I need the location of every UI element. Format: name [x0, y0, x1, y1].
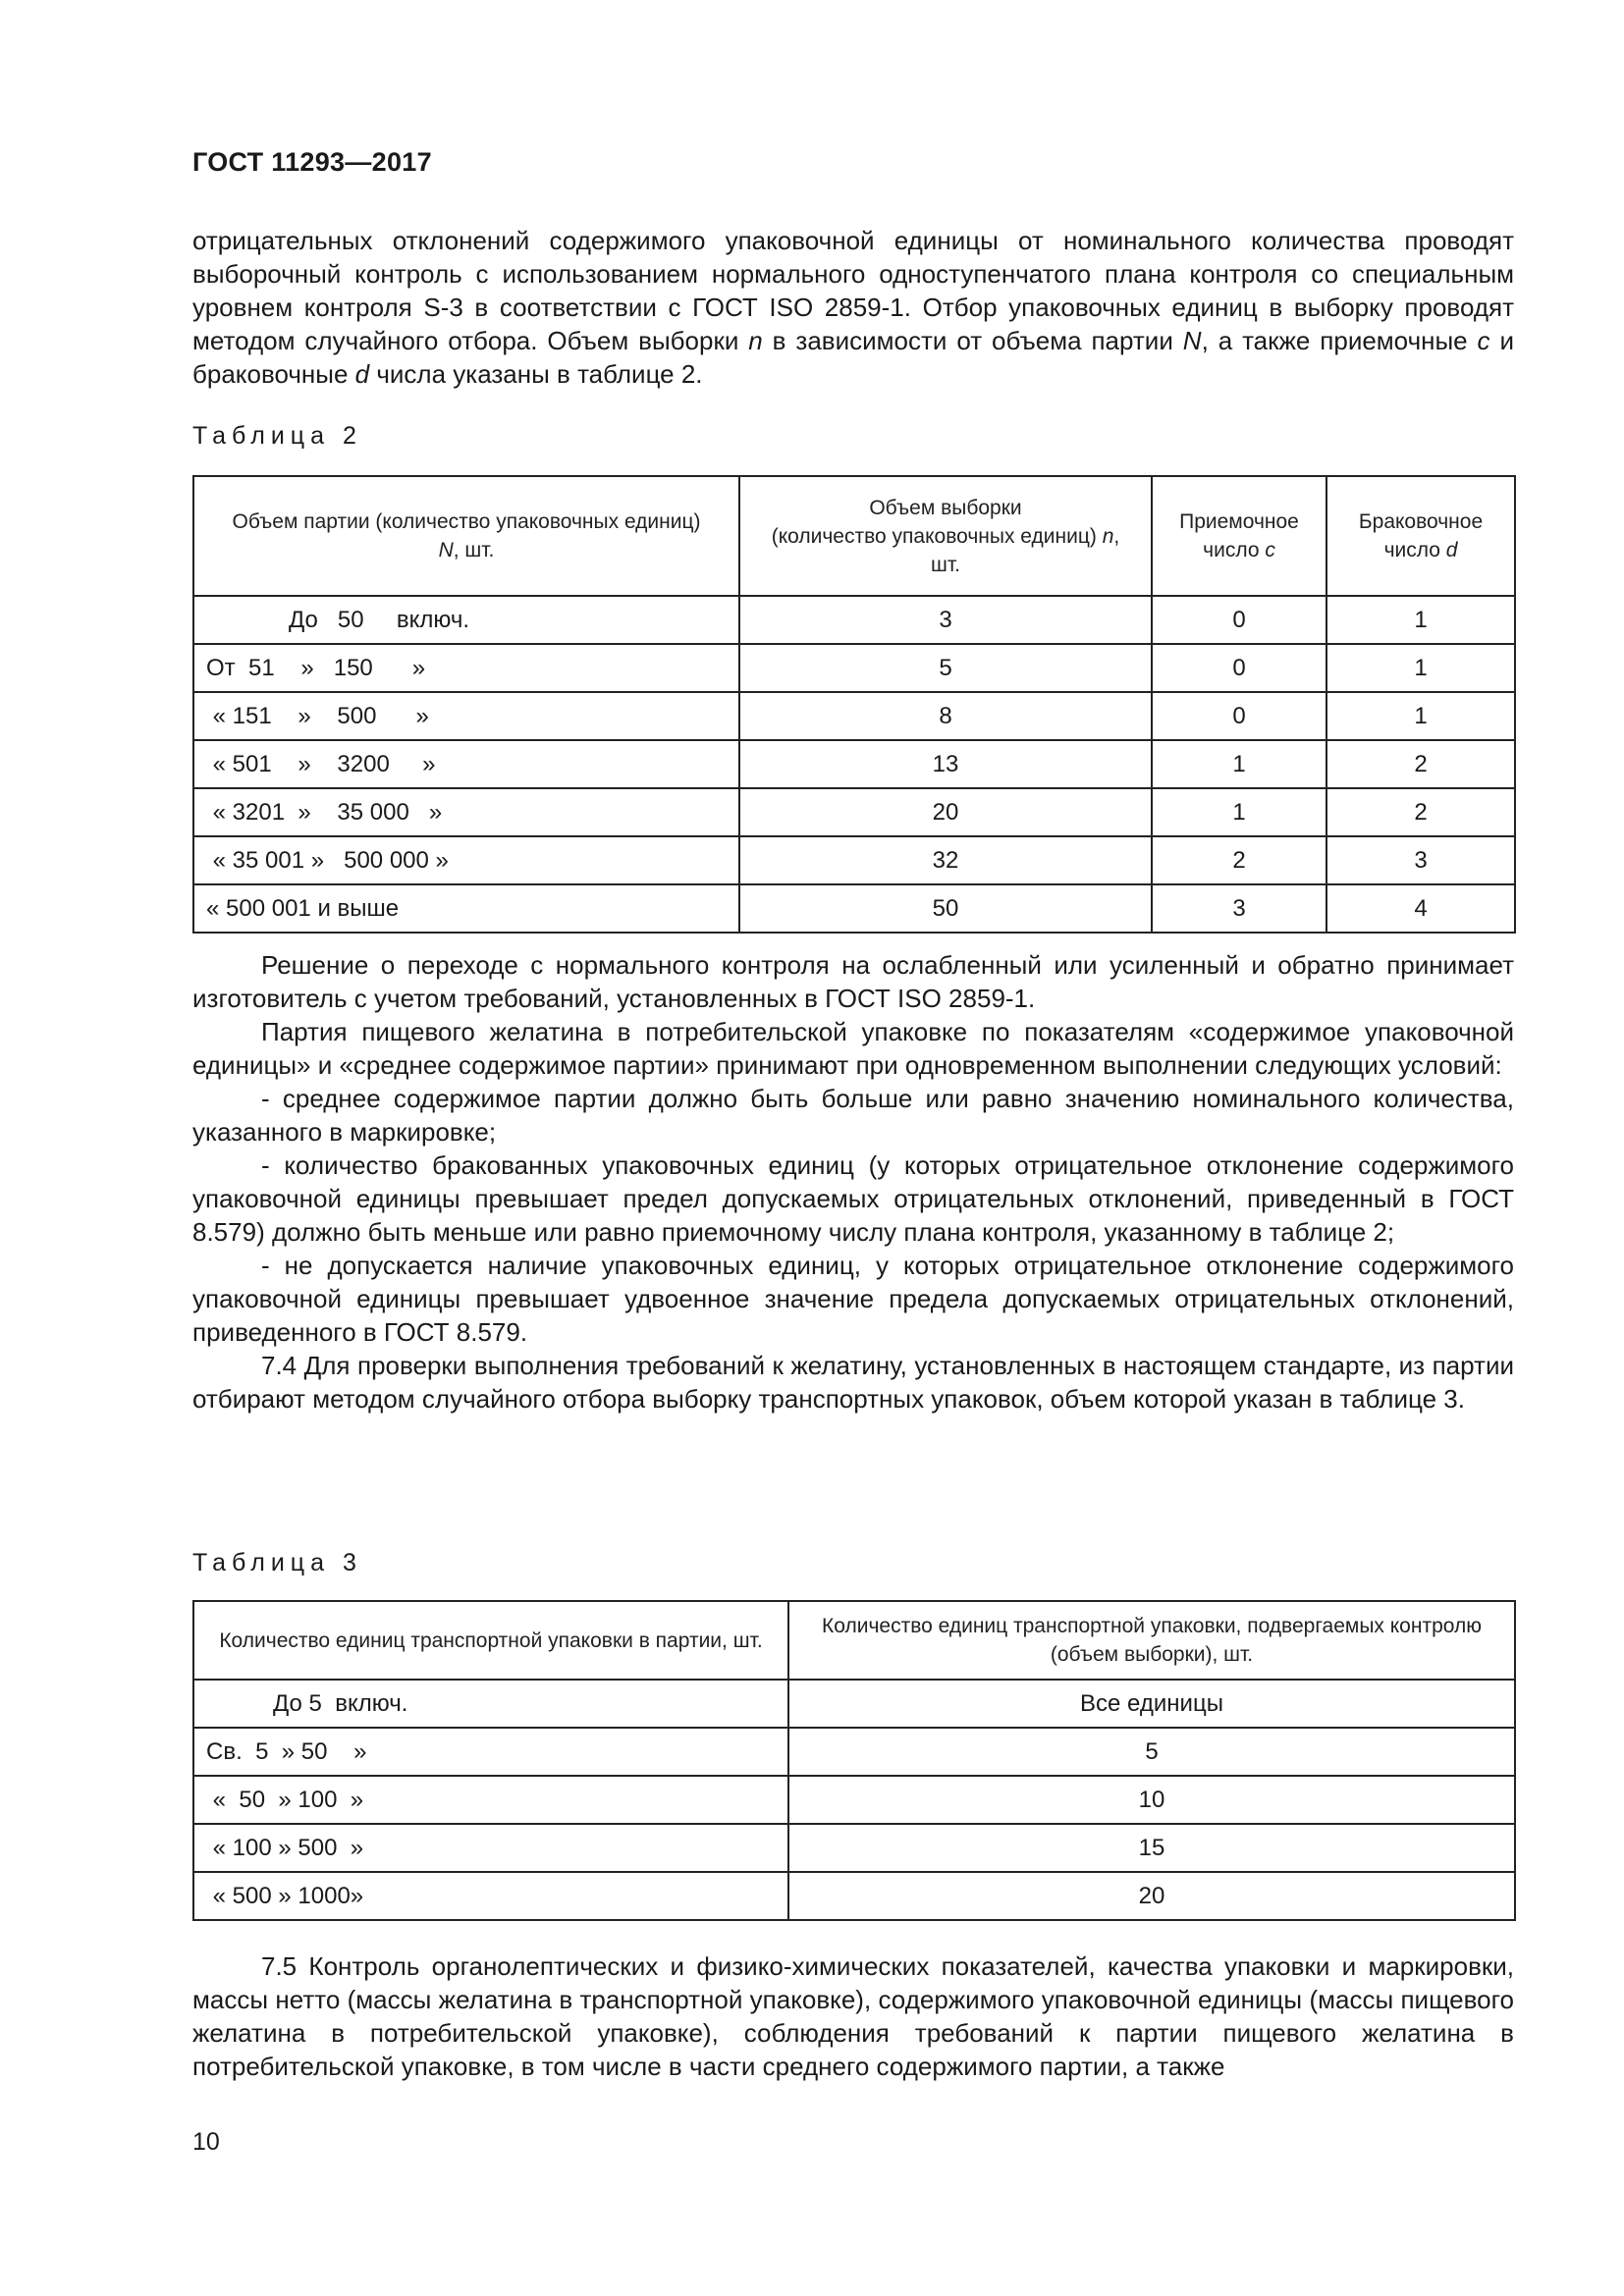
- batch-paragraph: Партия пищевого желатина в потребительской упаковке по показателям «содержимое упаковочной единицы» и «среднее содержимое партии» принимают при одновременном выполнении следующих условий:: [192, 1017, 1514, 1080]
- table-row: [193, 740, 1515, 788]
- table-row: [193, 788, 1515, 836]
- table3-header-sample: Количество единиц транспортной упаковки, подвергаемых контролю (объем выборки), шт.: [788, 1601, 1515, 1680]
- table-row: [193, 596, 1515, 644]
- condition-item-2: - количество бракованных упаковочных единиц (у которых отрицательное отклонение содержимого упаковочной единицы превышает предел допускаемых отрицательных отклонений, приведенный в ГОСТ 8.579) должно быть меньше или равно приемочному числу плана контроля, указанному в таблице 2;: [192, 1150, 1514, 1247]
- table-row: [193, 836, 1515, 884]
- table2-h4a: Браковочное: [1358, 510, 1484, 533]
- table-row: [193, 1728, 1515, 1776]
- table3-label: Таблица 3: [192, 1549, 362, 1576]
- intro-text-mid3: и браковочные: [192, 326, 1514, 389]
- table2-h1-text: Объем партии (количество упаковочных единиц): [232, 510, 701, 533]
- table3-header-row: [193, 1601, 1515, 1680]
- table2-cell-c: 1: [1152, 740, 1326, 788]
- intro-paragraph: [192, 224, 1514, 391]
- table2-cell-n: 8: [739, 692, 1152, 740]
- table2-cell-d: 3: [1326, 836, 1515, 884]
- table2-label: Таблица 2: [192, 422, 362, 450]
- table3-cell-range: До 5 включ.: [193, 1680, 788, 1728]
- table2-cell-c: 3: [1152, 884, 1326, 933]
- table2-h3-var: c: [1265, 539, 1275, 561]
- table-2: [192, 475, 1516, 934]
- table2-h2-var: n: [1102, 524, 1114, 548]
- table2-cell-c: 0: [1152, 596, 1326, 644]
- decision-paragraph: Решение о переходе с нормального контроля на ослабленный или усиленный и обратно принимает изготовитель с учетом требований, установленных в ГОСТ ISO 2859-1.: [192, 950, 1514, 1013]
- table-row: [193, 1824, 1515, 1872]
- table2-header-accept: [1152, 476, 1326, 596]
- table2-cell-d: 1: [1326, 596, 1515, 644]
- table2-h3a: Приемочное: [1179, 510, 1299, 533]
- condition-item-1: - среднее содержимое партии должно быть больше или равно значению номинального количества, указанного в маркировке;: [192, 1084, 1514, 1147]
- table2-header-row: [193, 476, 1515, 596]
- table-row: [193, 644, 1515, 692]
- table2-cell-n: 20: [739, 788, 1152, 836]
- table-row: [193, 1680, 1515, 1728]
- table2-cell-d: 4: [1326, 884, 1515, 933]
- table2-h1-unit: , шт.: [453, 539, 495, 561]
- section-7-5-container: [192, 1949, 1514, 2083]
- table2-cell-c: 1: [1152, 788, 1326, 836]
- table3-cell-sample: Все единицы: [788, 1680, 1515, 1728]
- table-row: [193, 1776, 1515, 1824]
- table2-cell-c: 2: [1152, 836, 1326, 884]
- table2-cell-d: 1: [1326, 644, 1515, 692]
- table2-cell-range: До 50 включ.: [193, 596, 739, 644]
- body-paragraphs: [192, 948, 1514, 1415]
- table3-cell-sample: 5: [788, 1728, 1515, 1776]
- table3-cell-range: « 500 » 1000»: [193, 1872, 788, 1920]
- table3-cell-range: « 100 » 500 »: [193, 1824, 788, 1872]
- table2-h2a: Объем выборки: [869, 496, 1022, 519]
- table2-header-lot: [193, 476, 739, 596]
- table2-h2-unit: ,: [1113, 524, 1120, 548]
- condition-item-3: - не допускается наличие упаковочных единиц, у которых отрицательное отклонение содержимого упаковочной единицы превышает удвоенное значение предела допускаемых отрицательных отклонений, приведенного в ГОСТ 8.579.: [192, 1251, 1514, 1347]
- intro-text: отрицательных отклонений содержимого упаковочной единицы от номинального количества проводят выборочный контроль с использованием нормального одноступенчатого плана контроля со специальным уровнем контроля S-3 в соответствии с ГОСТ ISO 2859-1. Отбор упаковочных единиц в выборку проводят методом случайного отбора. Объем выборки: [192, 226, 1514, 355]
- table3-cell-sample: 10: [788, 1776, 1515, 1824]
- table-row: [193, 884, 1515, 933]
- table2-cell-range: « 35 001 » 500 000 »: [193, 836, 739, 884]
- table3-header-lot: Количество единиц транспортной упаковки в партии, шт.: [193, 1601, 788, 1680]
- table2-header-reject: [1326, 476, 1515, 596]
- intro-text-mid: в зависимости от объема партии: [772, 326, 1173, 355]
- table2-cell-n: 5: [739, 644, 1152, 692]
- intro-text-mid2: , а также приемочные: [1201, 326, 1468, 355]
- document-header: ГОСТ 11293—2017: [192, 147, 432, 177]
- table2-h2c: шт.: [931, 553, 960, 576]
- table2-cell-c: 0: [1152, 692, 1326, 740]
- table3-cell-sample: 20: [788, 1872, 1515, 1920]
- section-7-4: 7.4 Для проверки выполнения требований к желатину, установленных в настоящем стандарте, из партии отбирают методом случайного отбора выборку транспортных упаковок, объем которой указан в таблице 3.: [192, 1351, 1514, 1414]
- table2-cell-n: 13: [739, 740, 1152, 788]
- var-c: c: [1477, 326, 1490, 355]
- table2-h3b: число: [1203, 539, 1260, 561]
- var-d: d: [354, 359, 370, 389]
- table2-h4b: число: [1383, 539, 1440, 561]
- table2-cell-range: « 151 » 500 »: [193, 692, 739, 740]
- table3-cell-sample: 15: [788, 1824, 1515, 1872]
- table2-cell-n: 32: [739, 836, 1152, 884]
- table2-h1-var: N: [438, 539, 454, 561]
- page-number: 10: [192, 2128, 220, 2156]
- table-row: [193, 1872, 1515, 1920]
- table2-cell-range: « 501 » 3200 »: [193, 740, 739, 788]
- var-n: n: [748, 326, 763, 355]
- table3-cell-range: « 50 » 100 »: [193, 1776, 788, 1824]
- table2-cell-c: 0: [1152, 644, 1326, 692]
- var-N: N: [1182, 326, 1202, 355]
- table-3: [192, 1600, 1516, 1921]
- table2-h2b: (количество упаковочных единиц): [771, 524, 1097, 548]
- table2-header-sample: [739, 476, 1152, 596]
- table2-cell-range: « 3201 » 35 000 »: [193, 788, 739, 836]
- table2-cell-range: « 500 001 и выше: [193, 884, 739, 933]
- table-row: [193, 692, 1515, 740]
- table2-cell-d: 1: [1326, 692, 1515, 740]
- table2-cell-d: 2: [1326, 740, 1515, 788]
- table2-cell-n: 50: [739, 884, 1152, 933]
- table2-h4-var: d: [1445, 539, 1458, 561]
- table2-cell-n: 3: [739, 596, 1152, 644]
- section-7-5: 7.5 Контроль органолептических и физико-химических показателей, качества упаковки и маркировки, массы нетто (массы желатина в транспортной упаковке), содержимого упаковочной единицы (массы пищевого желатина в потребительской упаковке), соблюдения требований к партии пищевого желатина в потребительской упаковке, в том числе в части среднего содержимого партии, а также: [192, 1951, 1514, 2081]
- table2-cell-d: 2: [1326, 788, 1515, 836]
- table2-cell-range: От 51 » 150 »: [193, 644, 739, 692]
- intro-text-end: числа указаны в таблице 2.: [376, 359, 703, 389]
- table3-cell-range: Св. 5 » 50 »: [193, 1728, 788, 1776]
